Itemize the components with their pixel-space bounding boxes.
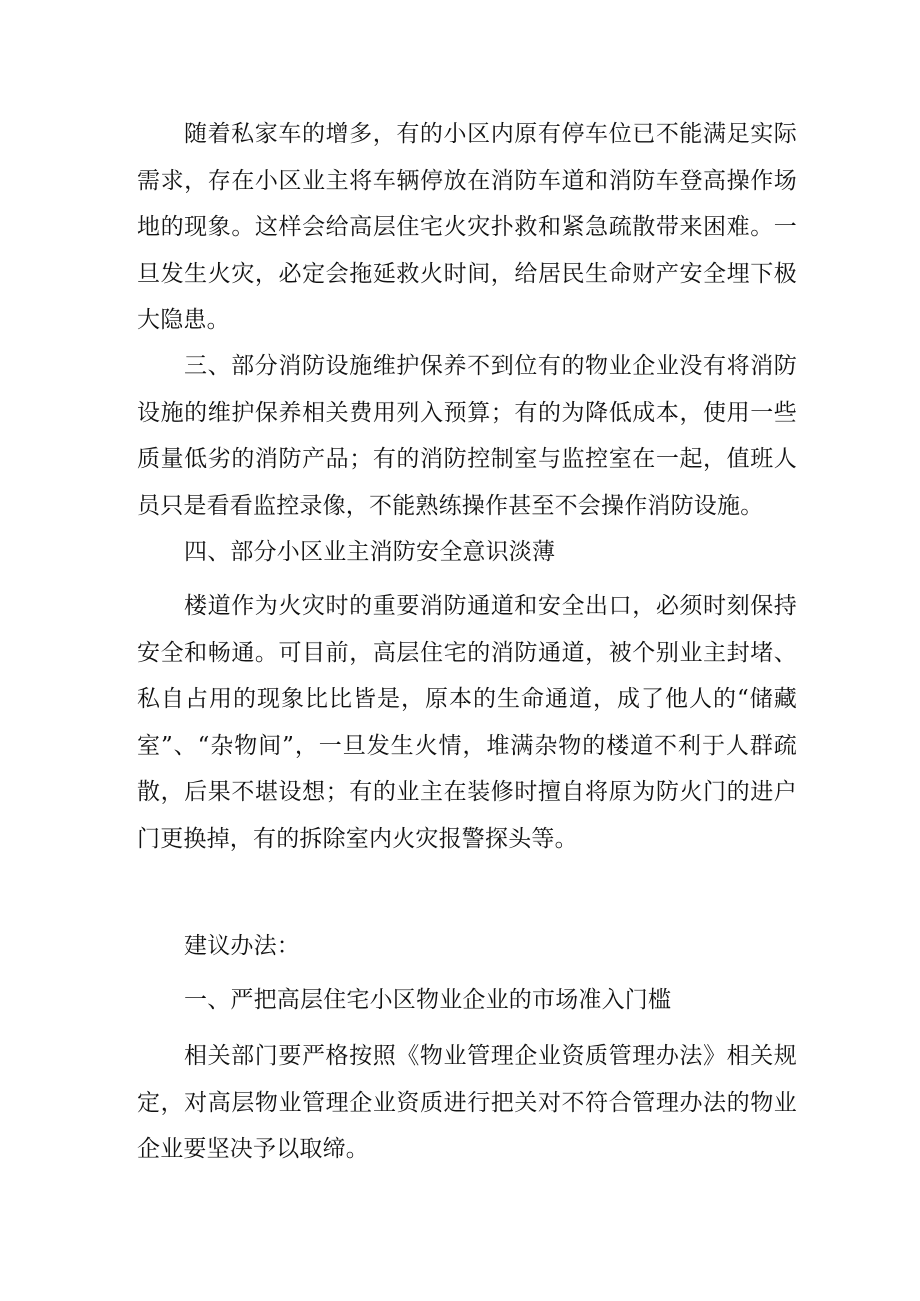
- paragraph-heading-market-access: 一、严把高层住宅小区物业企业的市场准入门槛: [184, 987, 672, 1013]
- paragraph-heading-safety-awareness: 四、部分小区业主消防安全意识淡薄: [184, 539, 556, 565]
- paragraph-heading-suggestions: 建议办法：: [184, 933, 300, 959]
- paragraph-qualification-management: 相关部门要严格按照《物业管理企业资质管理办法》相关规定，对高层物业管理企业资质进行把关对不符合管理办法的物业企业要坚决予以取缔。: [137, 1043, 797, 1162]
- paragraph-corridor-blockage: 楼道作为火灾时的重要消防通道和安全出口，必须时刻保持安全和畅通。可目前，高层住宅的消防通道，被个别业主封堵、私自占用的现象比比皆是，原本的生命通道，成了他人的“储藏室”、“杂物间”，一旦发生火情，堆满杂物的楼道不利于人群疏散，后果不堪设想；有的业主在装修时擅自将原为防火门的进户门更换掉，有的拆除室内火灾报警探头等。: [137, 593, 797, 852]
- paragraph-fire-facilities-maintenance: 三、部分消防设施维护保养不到位有的物业企业没有将消防设施的维护保养相关费用列入预算；有的为降低成本，使用一些质量低劣的消防产品；有的消防控制室与监控室在一起，值班人员只是看看监控录像，不能熟练操作甚至不会操作消防设施。: [137, 353, 797, 519]
- paragraph-parking-issue: 随着私家车的增多，有的小区内原有停车位已不能满足实际需求，存在小区业主将车辆停放在消防车道和消防车登高操作场地的现象。这样会给高层住宅火灾扑救和紧急疏散带来困难。一旦发生火灾，必定会拖延救火时间，给居民生命财产安全埋下极大隐患。: [137, 121, 797, 333]
